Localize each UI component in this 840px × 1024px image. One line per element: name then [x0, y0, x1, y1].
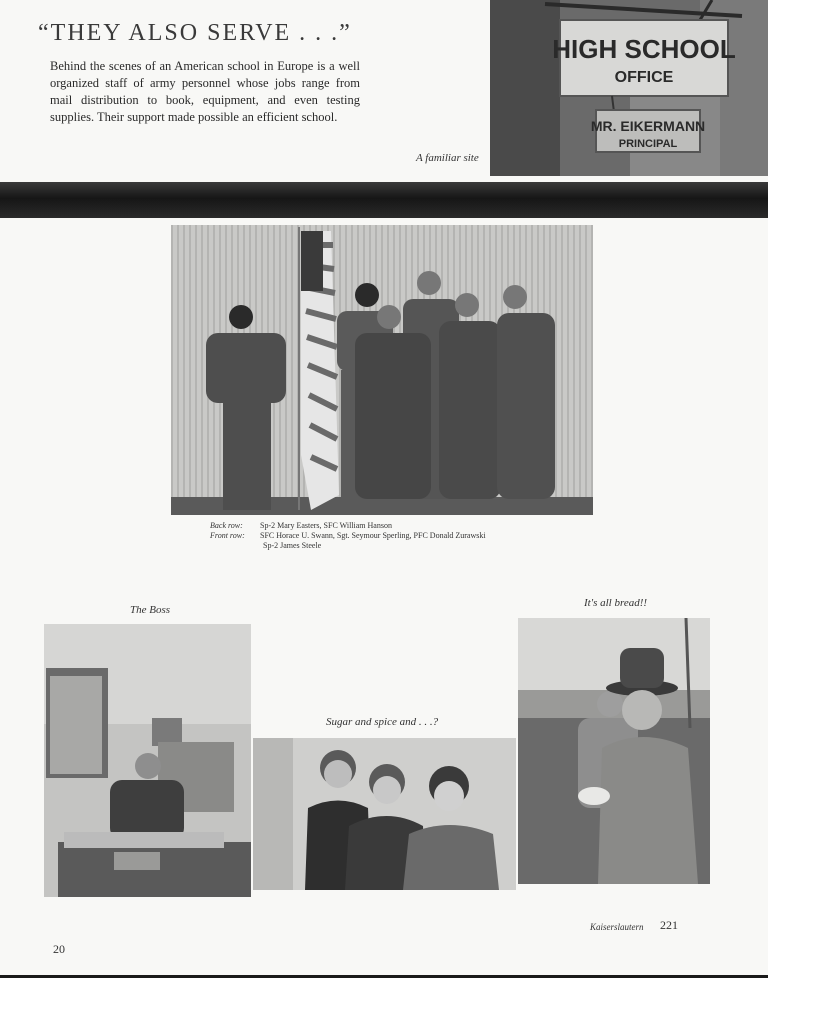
back-row-label: Back row: — [210, 521, 243, 530]
sugar-and-spice-photo — [253, 738, 516, 890]
sign-main-line2: OFFICE — [614, 69, 674, 86]
front-row-names-cont: Sp-2 James Steele — [263, 541, 322, 550]
back-row-names: Sp-2 Mary Easters, SFC William Hanson — [260, 521, 392, 530]
sugar-photo-caption: Sugar and spice and . . .? — [326, 716, 439, 728]
page-number-left: 20 — [53, 942, 65, 956]
bread-photo-caption: It's all bread!! — [584, 597, 648, 609]
boss-photo-caption: The Boss — [130, 604, 171, 616]
intro-paragraph: Behind the scenes of an American school in Europe is a well organized staff of army personnel whose jobs range from mail distribution to book, equipment, and even testing supplies. Their support made possible an efficient school. — [50, 59, 360, 124]
school-name: Kaiserslautern — [590, 922, 644, 932]
boss-photo — [44, 624, 251, 897]
page-number-right: 221 — [660, 918, 678, 932]
sign-main-line1: HIGH SCHOOL — [552, 34, 736, 64]
bread-photo — [518, 618, 710, 884]
front-row-names: SFC Horace U. Swann, Sgt. Seymour Sperling, PFC Donald Zurawski — [260, 531, 486, 540]
front-row-label: Front row: — [210, 531, 245, 540]
sign-sub-line2: PRINCIPAL — [618, 138, 678, 150]
page-title: “THEY ALSO SERVE . . .” — [38, 20, 352, 46]
divider-bar — [0, 182, 768, 218]
staff-group-photo — [171, 225, 593, 515]
sign-sub-line1: MR. EIKERMANN — [590, 118, 706, 134]
office-sign-photo — [490, 0, 768, 176]
group-photo-roster — [210, 521, 486, 551]
sign-photo-caption: A familiar site — [416, 152, 479, 164]
